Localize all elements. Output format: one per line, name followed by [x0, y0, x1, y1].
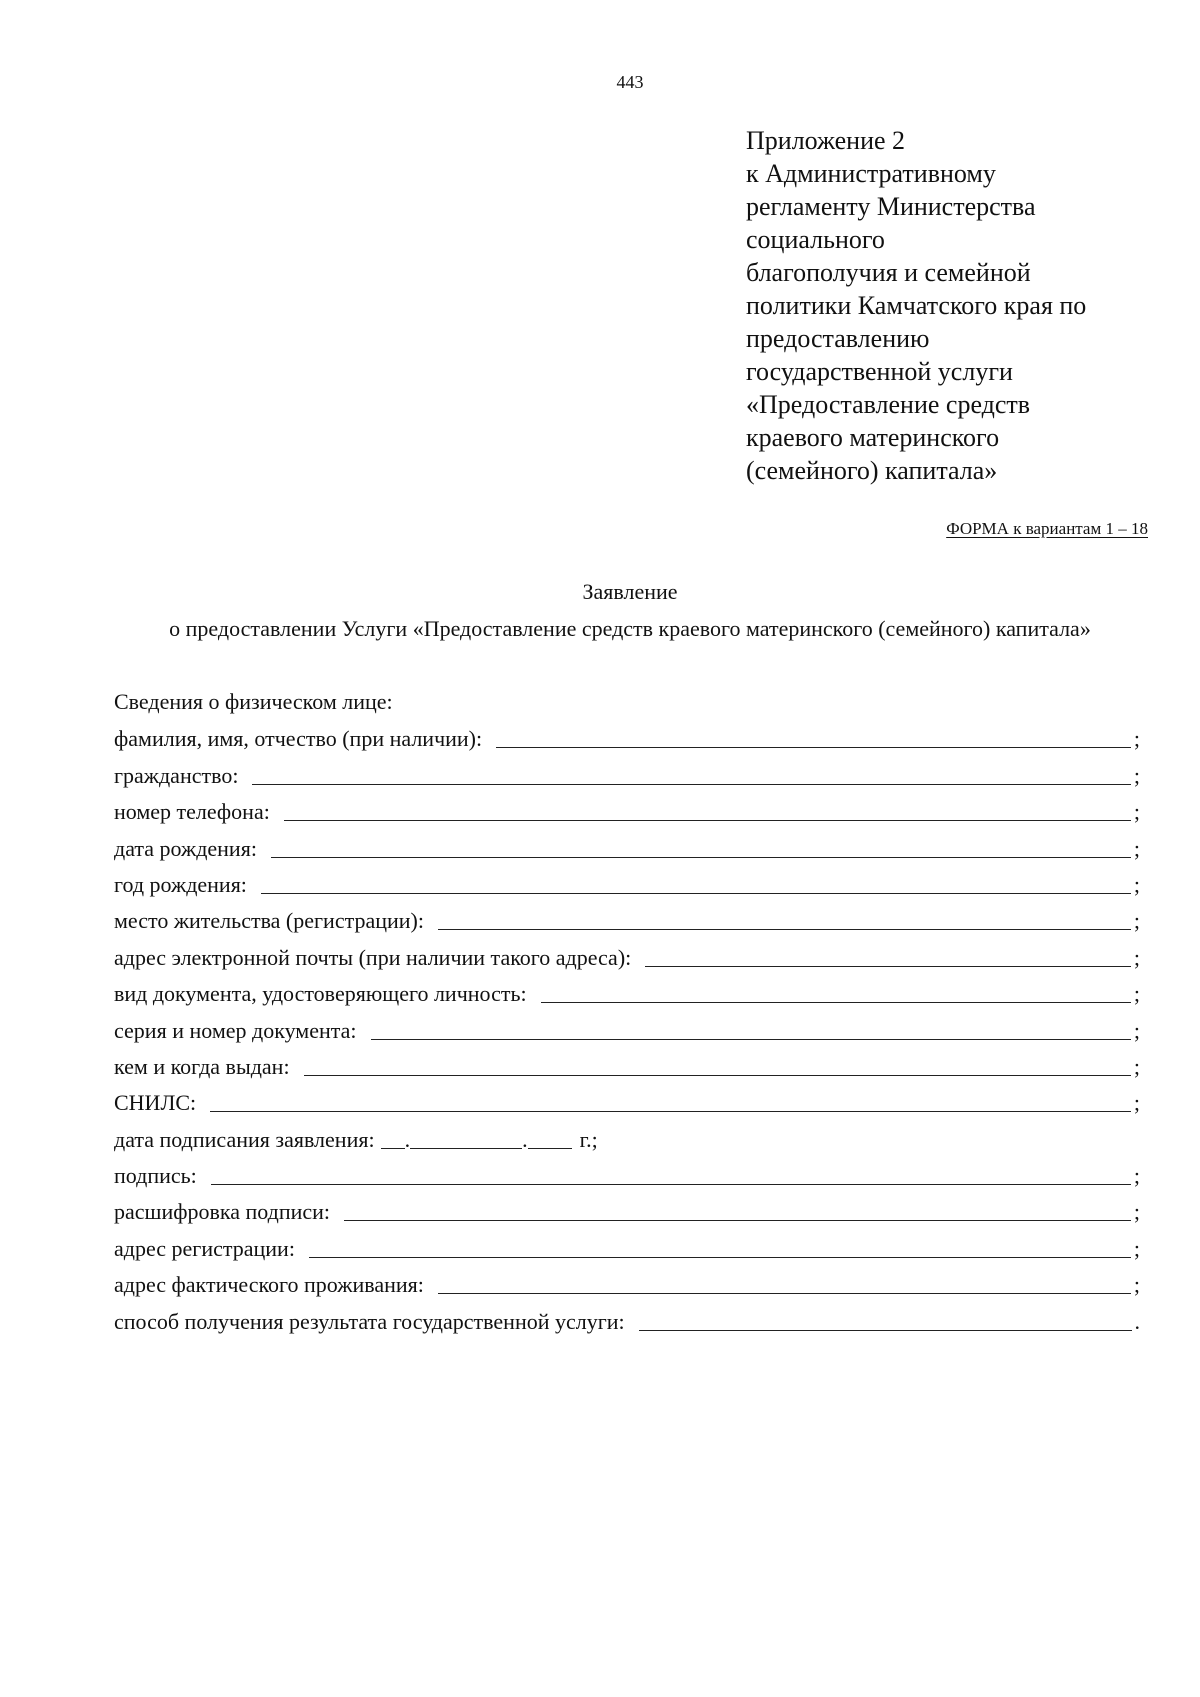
- form-field-row: [114, 902, 1140, 938]
- form-note: ФОРМА к вариантам 1 – 18: [946, 519, 1148, 538]
- field-label: расшифровка подписи:: [114, 1199, 331, 1225]
- field-blank-line[interactable]: [496, 746, 1131, 748]
- field-end-punctuation: ;: [1133, 1272, 1140, 1298]
- field-label: адрес регистрации:: [114, 1235, 295, 1261]
- field-label: серия и номер документа:: [114, 1017, 357, 1043]
- field-label: СНИЛС:: [114, 1090, 197, 1116]
- field-end-punctuation: ;: [1133, 1053, 1140, 1079]
- field-end-punctuation: ;: [1133, 799, 1140, 825]
- form-field-row: [114, 1193, 1140, 1229]
- form-field-row: [114, 1266, 1140, 1302]
- appendix-line: к Административному: [746, 159, 996, 188]
- field-blank-line[interactable]: [541, 1001, 1131, 1003]
- field-end-punctuation: ;: [1133, 762, 1140, 788]
- appendix-line: социального: [746, 225, 885, 254]
- appendix-line: предоставлению: [746, 324, 930, 353]
- field-label: адрес фактического проживания:: [114, 1272, 424, 1298]
- page-number: 443: [616, 72, 644, 92]
- field-blank-line[interactable]: [438, 928, 1131, 930]
- field-label: способ получения результата государственной услуги:: [114, 1308, 625, 1334]
- form-field-row: [114, 756, 1140, 792]
- form-field-row: [114, 866, 1140, 902]
- field-end-punctuation: ;: [1133, 1199, 1140, 1225]
- field-label: год рождения:: [114, 871, 247, 897]
- form-field-row: [114, 1048, 1140, 1084]
- appendix-line: «Предоставление средств: [746, 390, 1031, 419]
- field-blank-line[interactable]: [344, 1219, 1131, 1221]
- field-end-punctuation: ;: [1133, 871, 1140, 897]
- appendix-line: политики Камчатского края по: [746, 291, 1087, 320]
- field-label: дата рождения:: [114, 835, 257, 861]
- field-blank-line[interactable]: [211, 1183, 1131, 1185]
- field-blank-line[interactable]: [371, 1038, 1131, 1040]
- personal-fields: [114, 720, 1140, 1120]
- applicant-form: [114, 684, 1140, 1339]
- signing-day-blank[interactable]: [381, 1147, 405, 1149]
- field-label: кем и когда выдан:: [114, 1053, 290, 1079]
- appendix-line: регламенту Министерства: [746, 192, 1036, 221]
- appendix-line: (семейного) капитала»: [746, 456, 998, 485]
- field-blank-line[interactable]: [309, 1256, 1131, 1258]
- field-end-punctuation: ;: [1133, 1090, 1140, 1116]
- field-end-punctuation: ;: [1133, 1163, 1140, 1189]
- field-end-punctuation: ;: [1133, 1235, 1140, 1261]
- form-field-row: [114, 1084, 1140, 1120]
- field-end-punctuation: ;: [1133, 726, 1140, 752]
- signature-fields: [114, 1157, 1140, 1339]
- field-end-punctuation: ;: [1133, 981, 1140, 1007]
- field-blank-line[interactable]: [304, 1074, 1131, 1076]
- signing-date-row: [114, 1120, 1140, 1156]
- field-end-punctuation: ;: [1133, 835, 1140, 861]
- field-blank-line[interactable]: [271, 856, 1131, 858]
- signing-date-suffix: г.;: [579, 1126, 598, 1152]
- document-subtitle: о предоставлении Услуги «Предоставление средств краевого материнского (семейного) капитала»: [169, 616, 1091, 641]
- form-field-row: [114, 1302, 1140, 1338]
- field-blank-line[interactable]: [645, 965, 1131, 967]
- appendix-line: благополучия и семейной: [746, 258, 1031, 287]
- field-blank-line[interactable]: [210, 1110, 1131, 1112]
- form-field-row: [114, 1229, 1140, 1265]
- field-label: адрес электронной почты (при наличии такого адреса):: [114, 944, 632, 970]
- form-field-row: [114, 793, 1140, 829]
- form-field-row: [114, 829, 1140, 865]
- form-field-row: [114, 1157, 1140, 1193]
- field-label: фамилия, имя, отчество (при наличии):: [114, 726, 483, 752]
- field-blank-line[interactable]: [284, 819, 1131, 821]
- field-end-punctuation: ;: [1133, 908, 1140, 934]
- date-separator: .: [404, 1126, 411, 1152]
- date-separator: .: [522, 1126, 528, 1152]
- field-label: вид документа, удостоверяющего личность:: [114, 981, 527, 1007]
- appendix-line: государственной услуги: [746, 357, 1013, 386]
- document-title: Заявление: [582, 579, 678, 604]
- field-blank-line[interactable]: [252, 783, 1130, 785]
- field-label: номер телефона:: [114, 799, 270, 825]
- field-blank-line[interactable]: [639, 1329, 1132, 1331]
- section-heading: Сведения о физическом лице:: [114, 689, 393, 714]
- field-end-punctuation: .: [1134, 1308, 1140, 1334]
- field-label: гражданство:: [114, 762, 239, 788]
- field-label: подпись:: [114, 1163, 197, 1189]
- appendix-header: [746, 124, 1166, 487]
- signing-year-blank[interactable]: [528, 1147, 572, 1149]
- field-end-punctuation: ;: [1133, 1017, 1140, 1043]
- signing-date-label: дата подписания заявления:: [114, 1126, 375, 1152]
- appendix-line: краевого материнского: [746, 423, 1000, 452]
- field-label: место жительства (регистрации):: [114, 908, 424, 934]
- form-field-row: [114, 720, 1140, 756]
- form-field-row: [114, 938, 1140, 974]
- signing-month-blank[interactable]: [410, 1147, 522, 1149]
- form-field-row: [114, 1011, 1140, 1047]
- appendix-line: Приложение 2: [746, 126, 906, 155]
- field-end-punctuation: ;: [1133, 944, 1140, 970]
- field-blank-line[interactable]: [261, 892, 1131, 894]
- form-field-row: [114, 975, 1140, 1011]
- field-blank-line[interactable]: [438, 1292, 1131, 1294]
